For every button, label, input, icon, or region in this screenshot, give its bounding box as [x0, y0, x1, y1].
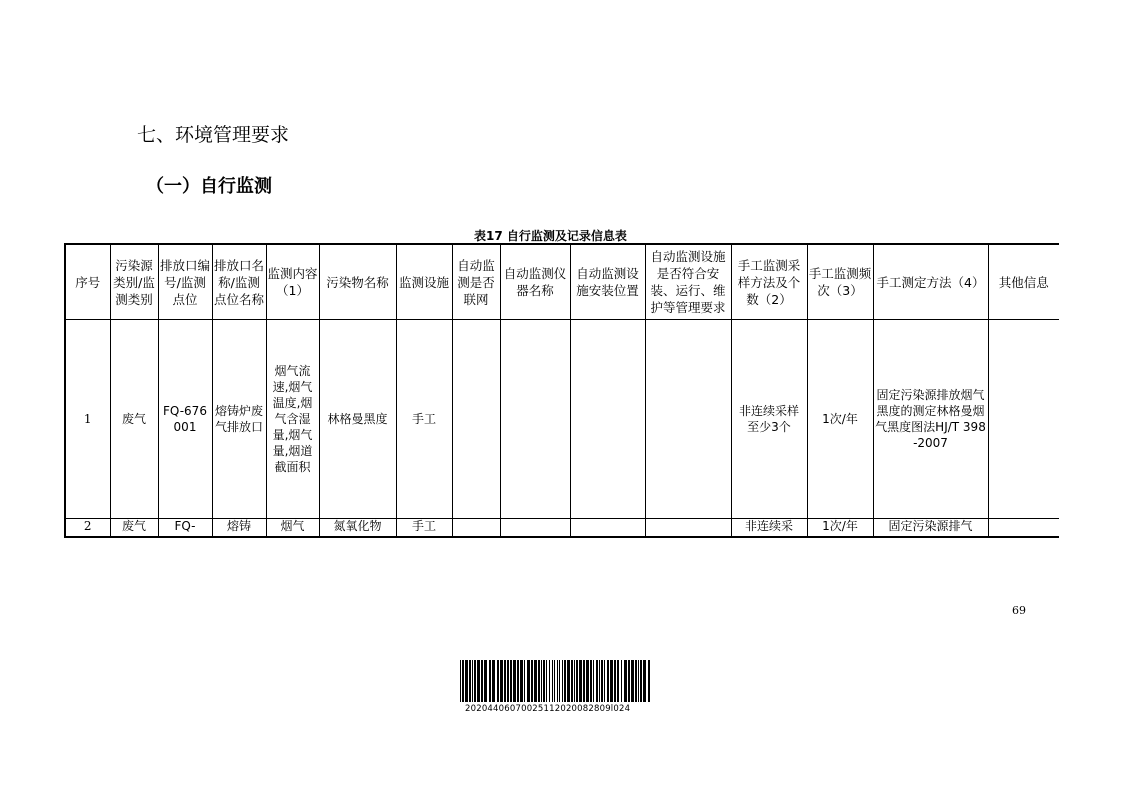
table-cell: [452, 320, 500, 519]
barcode-bar: [524, 660, 525, 702]
barcode-bar: [579, 660, 582, 702]
barcode-bar: [564, 660, 566, 702]
barcode-bar: [601, 660, 603, 702]
barcode-bar: [543, 660, 545, 702]
table-cell: 非连续采: [731, 519, 807, 538]
barcode-bar: [638, 660, 639, 702]
header-cell: 手工监测频次（3）: [807, 244, 873, 320]
barcode-bar: [492, 660, 495, 702]
barcode-bar: [554, 660, 555, 702]
barcode-image: [460, 660, 662, 702]
table-cell: [645, 320, 731, 519]
barcode-bar: [549, 660, 550, 702]
table-cell: [452, 519, 500, 538]
table-cell: 手工: [396, 519, 452, 538]
header-cell: 污染物名称: [319, 244, 396, 320]
table-cell: [570, 320, 645, 519]
barcode-bar: [541, 660, 542, 702]
barcode-bar: [500, 660, 503, 702]
barcode-bar: [507, 660, 509, 702]
barcode-bar: [504, 660, 506, 702]
table-cell: [570, 519, 645, 538]
table-cell: [500, 320, 570, 519]
barcode-bar: [648, 660, 650, 702]
barcode-bar: [624, 660, 627, 702]
barcode-bar: [546, 660, 547, 702]
table-cell: FQ-: [158, 519, 212, 538]
barcode-bar: [520, 660, 523, 702]
header-cell: 污染源类别/监测类别: [110, 244, 158, 320]
table-cell: 1: [65, 320, 110, 519]
barcode-bar: [497, 660, 499, 702]
header-cell: 排放口编号/监测点位: [158, 244, 212, 320]
barcode-bar: [559, 660, 560, 702]
barcode-bar: [465, 660, 468, 702]
table-cell: 固定污染源排放烟气黑度的测定林格曼烟气黑度图法HJ/T 398-2007: [873, 320, 988, 519]
barcode-bar: [576, 660, 578, 702]
table-row: [65, 519, 1059, 538]
barcode-bar: [567, 660, 570, 702]
barcode-bar: [617, 660, 619, 702]
barcode-bar: [474, 660, 476, 702]
table-cell: 1次/年: [807, 320, 873, 519]
barcode-bar: [513, 660, 516, 702]
table-cell: 固定污染源排气: [873, 519, 988, 538]
barcode-bar: [538, 660, 540, 702]
subsection-heading: （一）自行监测: [146, 176, 272, 197]
table-cell: [988, 519, 1059, 538]
monitoring-table-container: [64, 243, 1059, 540]
barcode-bar: [472, 660, 473, 702]
barcode-bar: [640, 660, 642, 702]
barcode-bar: [484, 660, 487, 702]
barcode-bar: [527, 660, 530, 702]
header-cell: 排放口名称/监测点位名称: [212, 244, 266, 320]
barcode-bar: [489, 660, 491, 702]
table-cell: 1次/年: [807, 519, 873, 538]
table-cell: FQ-676001: [158, 320, 212, 519]
barcode-bar: [643, 660, 646, 702]
table-cell: [988, 320, 1059, 519]
barcode-bar: [562, 660, 563, 702]
barcode-number: 20204406070025112020082809l024: [465, 704, 631, 714]
table-cell: [500, 519, 570, 538]
table-cell: 林格曼黑度: [319, 320, 396, 519]
table-cell: 烟气流速,烟气温度,烟气含湿量,烟气量,烟道截面积: [266, 320, 319, 519]
barcode-bar: [596, 660, 598, 702]
header-cell: 其他信息: [988, 244, 1059, 320]
table-cell: 废气: [110, 320, 158, 519]
table-row: [65, 320, 1059, 519]
header-cell: 自动监测仪器名称: [500, 244, 570, 320]
header-cell: 手工监测采样方法及个数（2）: [731, 244, 807, 320]
table-cell: [645, 519, 731, 538]
page-number: 69: [1012, 604, 1026, 617]
barcode-bar: [628, 660, 630, 702]
header-cell: 自动监测设施安装位置: [570, 244, 645, 320]
header-cell: 手工测定方法（4）: [873, 244, 988, 320]
header-cell: 自动监测是否联网: [452, 244, 500, 320]
barcode-bar: [614, 660, 616, 702]
header-cell: 监测设施: [396, 244, 452, 320]
header-cell: 序号: [65, 244, 110, 320]
barcode-bar: [635, 660, 637, 702]
table-cell: 烟气: [266, 519, 319, 538]
table-cell: 熔铸炉废气排放口: [212, 320, 266, 519]
barcode-bar: [571, 660, 573, 702]
table-cell: 2: [65, 519, 110, 538]
table-header-row: [65, 244, 1059, 320]
barcode-bar: [621, 660, 622, 702]
barcode-bar: [557, 660, 558, 702]
barcode-bar: [607, 660, 609, 702]
barcode-bar: [631, 660, 634, 702]
barcode-bar: [583, 660, 585, 702]
barcode-bar: [610, 660, 613, 702]
header-cell: 监测内容（1）: [266, 244, 319, 320]
table-cell: 氮氧化物: [319, 519, 396, 538]
table-cell: 熔铸: [212, 519, 266, 538]
table-cell: 非连续采样 至少3个: [731, 320, 807, 519]
barcode-bar: [590, 660, 592, 702]
barcode-bar: [586, 660, 589, 702]
barcode-bar: [481, 660, 483, 702]
barcode-bar: [462, 660, 464, 702]
barcode-bar: [469, 660, 471, 702]
barcode-bar: [510, 660, 512, 702]
barcode-bar: [552, 660, 553, 702]
section-heading: 七、环境管理要求: [137, 124, 290, 146]
barcode-bar: [599, 660, 600, 702]
monitoring-table: [64, 243, 1059, 538]
barcode-bar: [460, 660, 461, 702]
table-caption: 表17 自行监测及记录信息表: [474, 229, 627, 243]
barcode-bar: [534, 660, 537, 702]
header-cell: 自动监测设施是否符合安装、运行、维护等管理要求: [645, 244, 731, 320]
table-cell: 废气: [110, 519, 158, 538]
barcode-bar: [517, 660, 519, 702]
barcode-bar: [477, 660, 480, 702]
barcode-bar: [604, 660, 605, 702]
barcode-bar: [593, 660, 594, 702]
barcode-bar: [531, 660, 533, 702]
barcode-bar: [574, 660, 575, 702]
table-cell: 手工: [396, 320, 452, 519]
